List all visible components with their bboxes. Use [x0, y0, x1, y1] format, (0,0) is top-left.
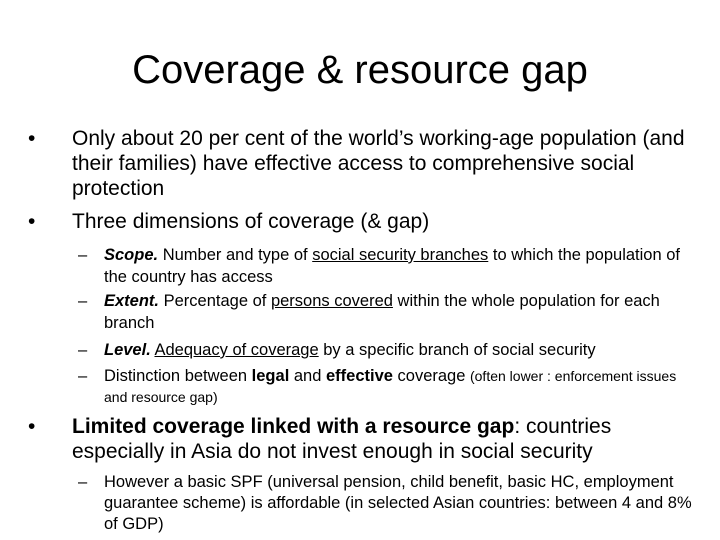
sub-bullet-level [78, 339, 704, 361]
extent-text: Percentage of [159, 292, 271, 310]
bullet-text: Only about 20 per cent of the world’s working-age population (and their families) have effective access to comprehensive social protection [72, 127, 685, 200]
distinction-note: (often lower : enforcement issues and resource gap) [104, 368, 677, 405]
extent-text-end: within the whole population for each branch [104, 292, 660, 332]
bullet-marker: • [28, 127, 36, 150]
level-text-end: by a specific branch of social security [318, 341, 596, 359]
scope-text-end: to which the population of the country has access [104, 246, 680, 286]
level-label: Level. [104, 341, 151, 359]
distinction-coverage: coverage [392, 367, 470, 385]
legal-bold: legal [251, 367, 290, 385]
extent-underlined: persons covered [270, 292, 393, 310]
extent-label: Extent. [104, 292, 160, 310]
level-underlined: Adequacy of coverage [154, 341, 319, 359]
scope-text: Number and type of [158, 246, 313, 264]
bullet-text: Three dimensions of coverage (& gap) [72, 210, 430, 233]
sub-bullet-distinction [78, 366, 694, 408]
distinction-and: and [289, 367, 326, 385]
slide-title: Coverage & resource gap [132, 48, 588, 92]
dash-marker: – [78, 473, 88, 491]
bullet-three-dimensions [28, 209, 704, 234]
sub-bullet-scope [78, 244, 704, 288]
basic-spf-text: However a basic SPF (universal pension, child benefit, basic HC, employment guarantee scheme) is affordable (in selected Asian countries: between 4 and 8% of GDP) [104, 473, 692, 533]
dash-marker: – [78, 292, 88, 310]
dash-marker: – [78, 341, 88, 359]
distinction-text: Distinction between [104, 367, 252, 385]
bullet-working-age-access [28, 126, 704, 201]
sub-bullet-extent [78, 290, 704, 334]
dash-marker: – [78, 246, 88, 264]
dash-marker: – [78, 367, 88, 385]
scope-label: Scope. [104, 246, 159, 264]
bullet-resource-gap [28, 414, 704, 464]
effective-bold: effective [325, 367, 393, 385]
resource-gap-bold: Limited coverage linked with a resource gap [72, 415, 515, 438]
bullet-marker: • [28, 210, 36, 233]
resource-gap-text: : countries especially in Asia do not invest enough in social security [72, 415, 612, 463]
sub-bullet-basic-spf [78, 472, 694, 535]
bullet-marker: • [28, 415, 36, 438]
scope-underlined: social security branches [312, 246, 489, 264]
